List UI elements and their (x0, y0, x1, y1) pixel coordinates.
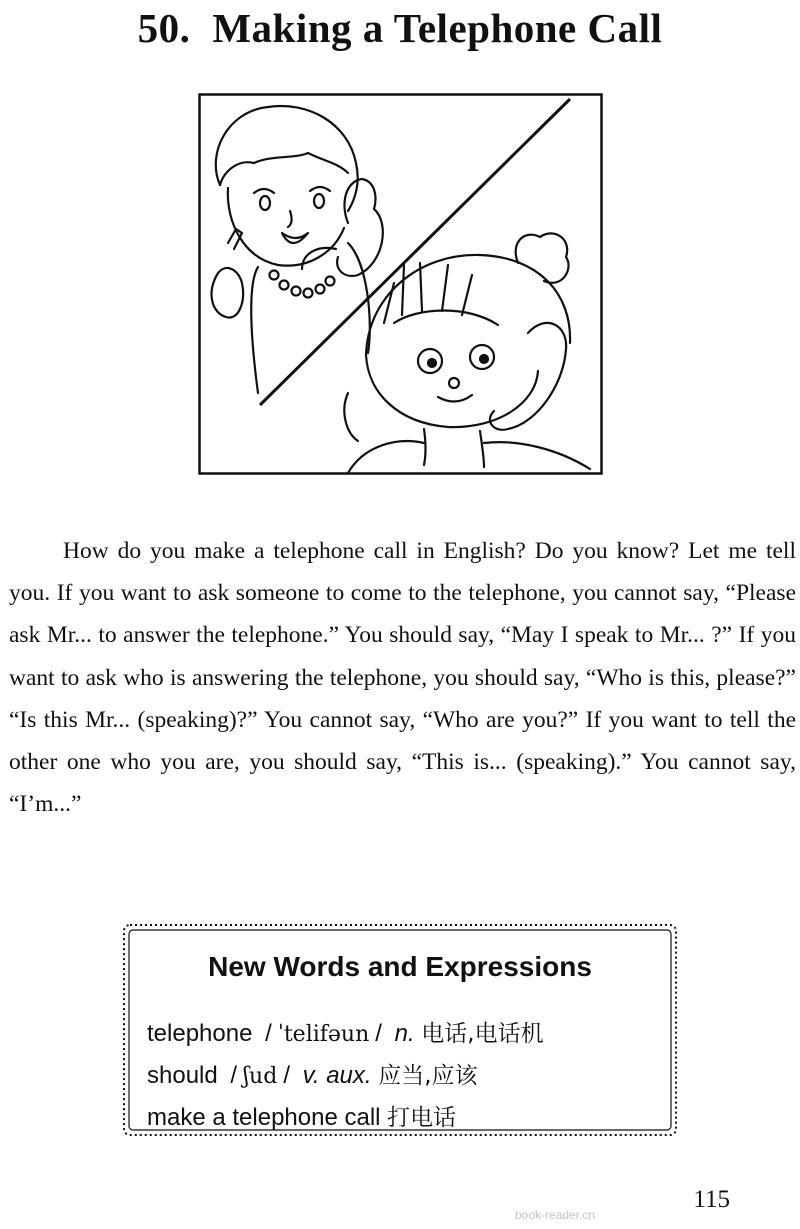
page-number: 115 (693, 1186, 730, 1213)
vocab-item-telephone: telephone / ˈtelifəun / n. 电话,电话机 (147, 1020, 544, 1047)
vocab-word: telephone (147, 1020, 253, 1047)
watermark: book-reader.cn (515, 1208, 596, 1222)
vocab-word: should (147, 1062, 218, 1089)
vocab-meaning: 电话,电话机 (421, 1021, 544, 1047)
lesson-title (0, 4, 800, 52)
vocab-phonetic: ˈtelifəun (277, 1022, 370, 1047)
lesson-number: 50. (137, 5, 191, 51)
lesson-title-text: Making a Telephone Call (212, 5, 663, 51)
vocab-word: make a telephone call (147, 1104, 381, 1131)
telephone-call-illustration (198, 93, 603, 475)
vocab-meaning: 打电话 (387, 1105, 457, 1131)
vocab-part-of-speech: n. (394, 1020, 415, 1047)
passage-text: How do you make a telephone call in English? Do you know? Let me tell you. If you want to ask someone to come to the telephone, you cannot say, “Please ask Mr... to answer the telephone.” You should say, “May I speak to Mr... ?” If you want to ask who is answering the telephone, you should say, “Who is this, please?” “Is this Mr... (speaking)?” You cannot say, “Who are you?” If you want to tell the other one who you are, you should say, “This is... (speaking).” You cannot say, “I’m...” (9, 538, 796, 818)
vocab-meaning: 应当,应该 (378, 1063, 478, 1089)
vocab-part-of-speech: v. aux. (302, 1062, 372, 1089)
vocab-item-should: should / ʃud / v. aux. 应当,应该 (147, 1062, 478, 1089)
vocabulary-box (120, 921, 680, 1139)
vocab-item-make-a-telephone-call (147, 1097, 544, 1139)
vocab-phonetic: ʃud (243, 1064, 278, 1089)
vocabulary-list (147, 1013, 544, 1139)
vocabulary-heading: New Words and Expressions (208, 951, 592, 982)
